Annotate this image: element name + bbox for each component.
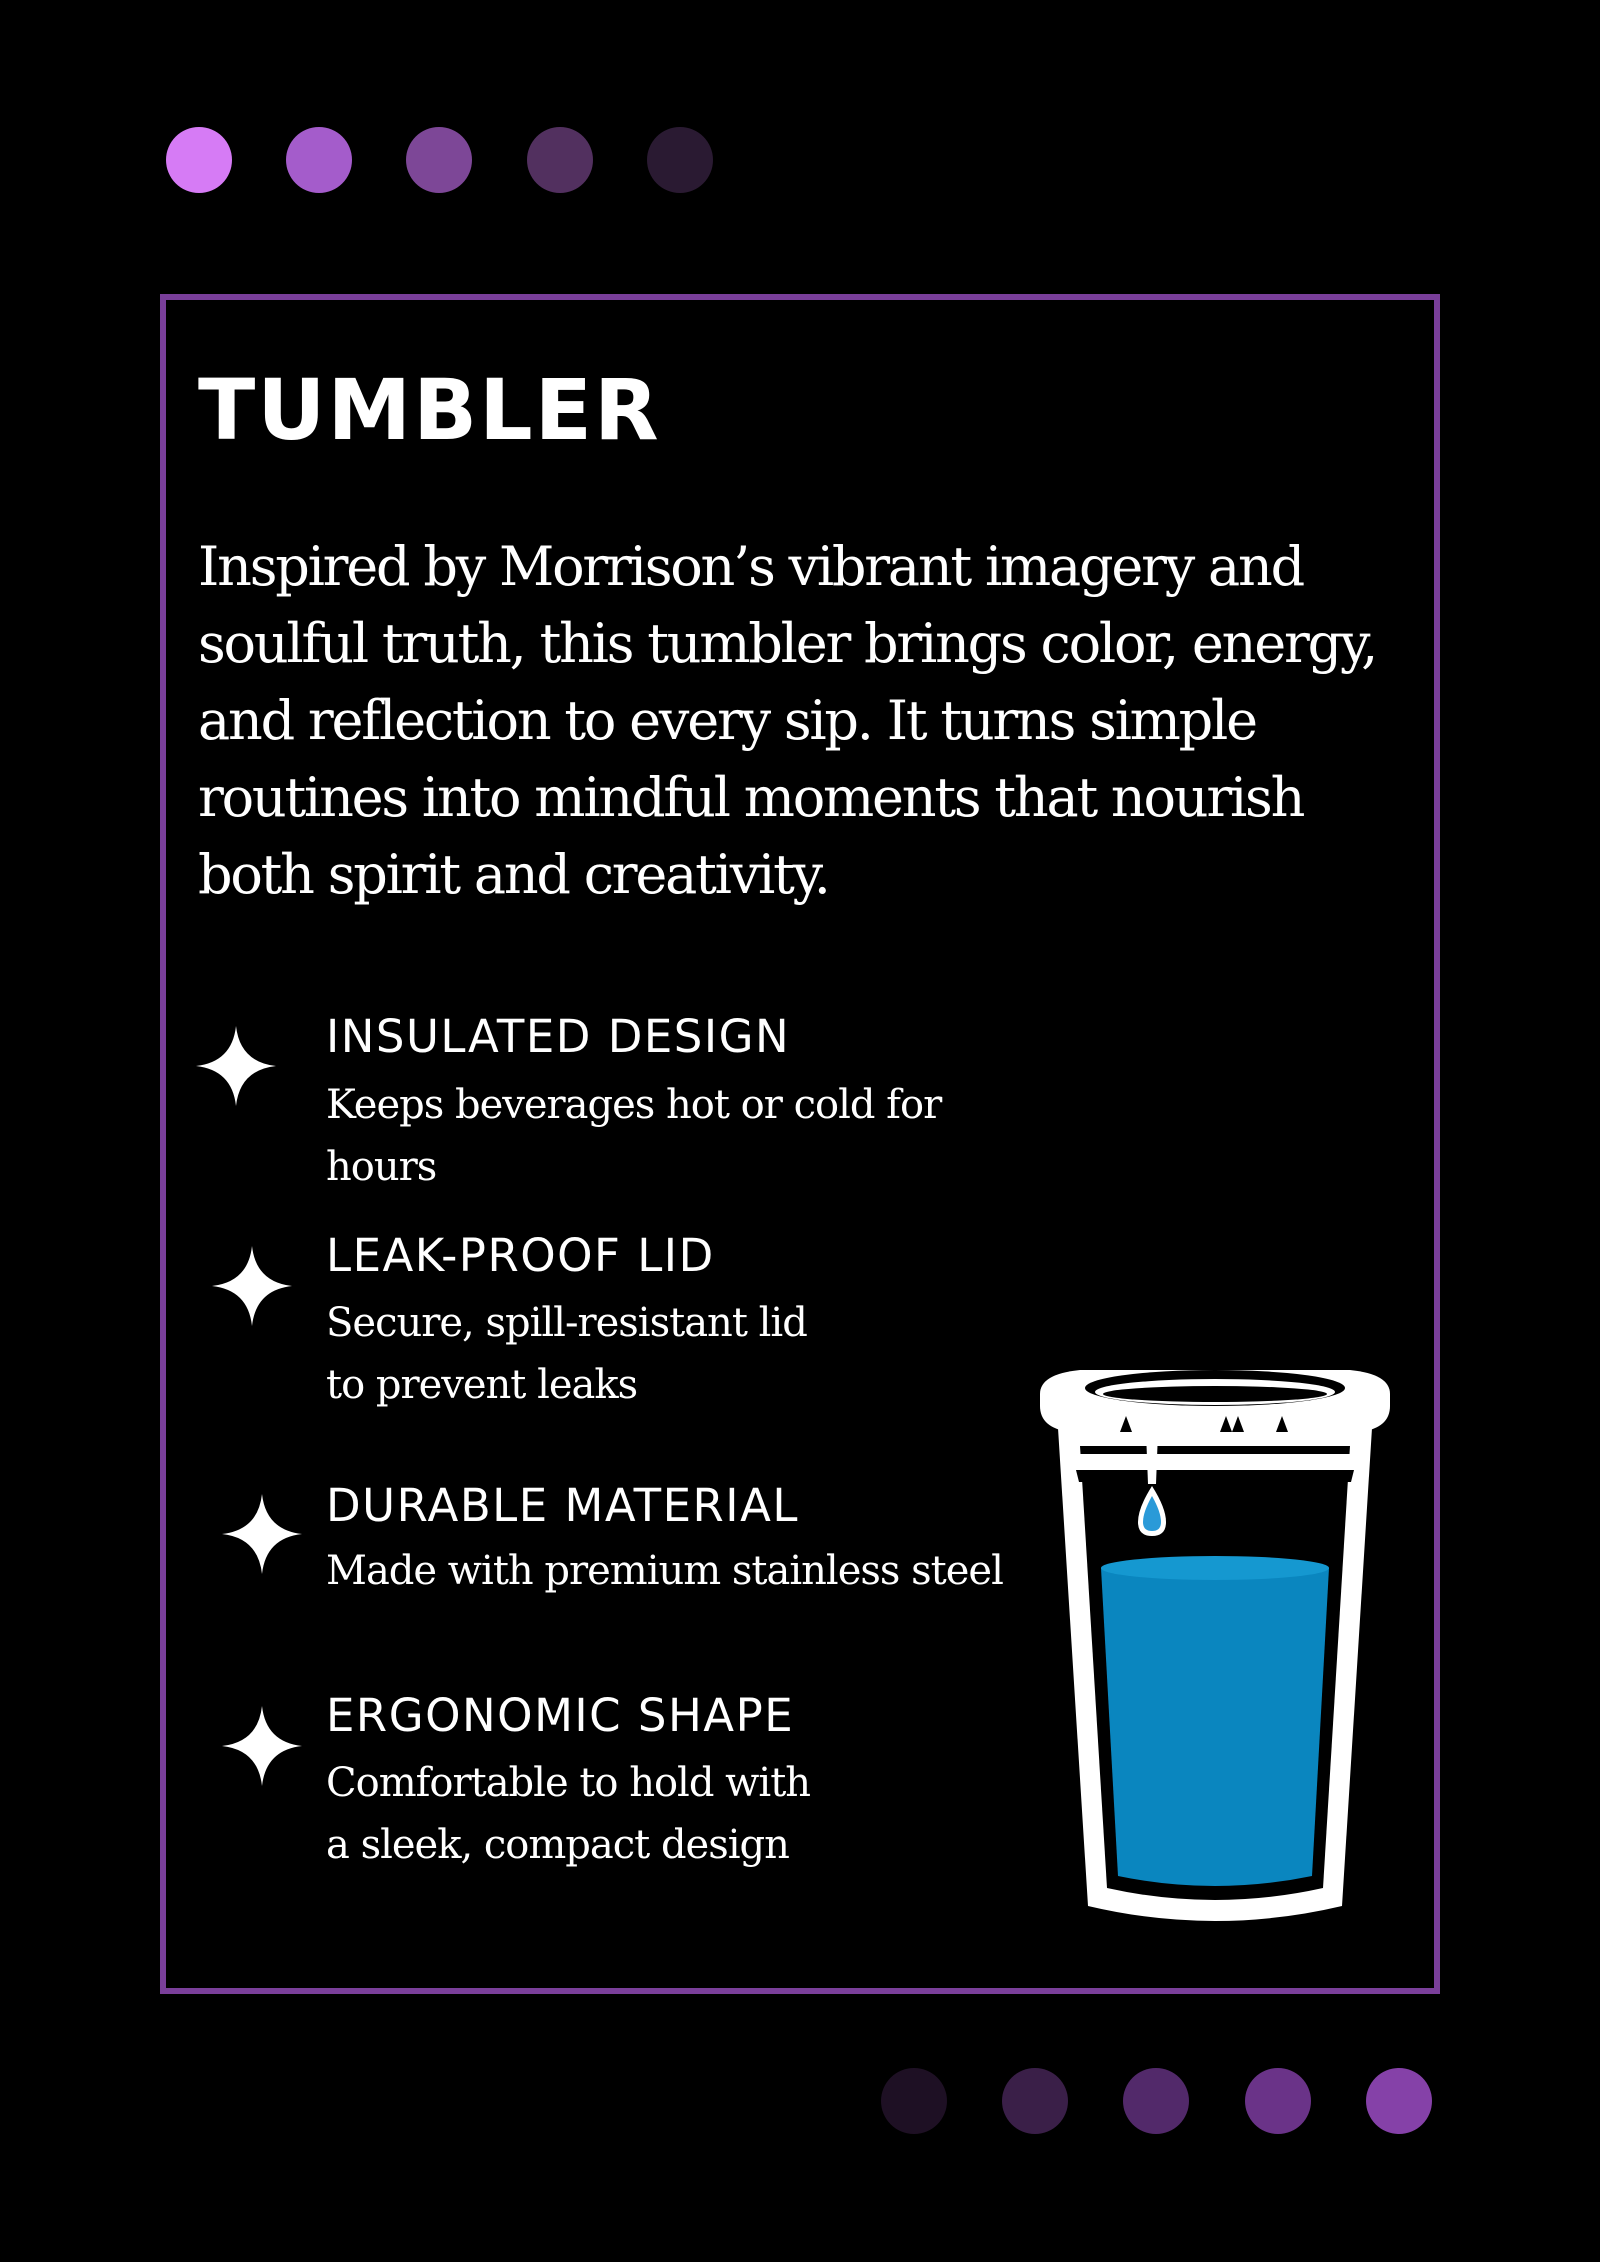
top-dot-3 bbox=[406, 127, 472, 193]
top-dot-2 bbox=[286, 127, 352, 193]
product-description: Inspired by Morrison’s vibrant imagery and soulful truth, this tumbler brings color, energy, and reflection to every sip. It turns simple routines into mindful moments that nourish both spirit and creativity. bbox=[198, 535, 1377, 906]
feature-description-line: Made with premium stainless steel bbox=[326, 1548, 1003, 1594]
top-dot-4 bbox=[527, 127, 593, 193]
top-dot-5 bbox=[647, 127, 713, 193]
feature-title: ERGONOMIC SHAPE bbox=[326, 1689, 795, 1742]
feature-title: DURABLE MATERIAL bbox=[326, 1479, 799, 1532]
feature-description-line: Comfortable to hold with bbox=[326, 1760, 811, 1806]
bottom-dot-1 bbox=[881, 2068, 947, 2134]
tumbler-icon bbox=[1040, 1336, 1390, 1936]
feature-title: INSULATED DESIGN bbox=[326, 1010, 791, 1063]
feature-description-line: a sleek, compact design bbox=[326, 1822, 789, 1868]
feature-description-line: Secure, spill-resistant lid bbox=[326, 1300, 807, 1346]
feature-description bbox=[326, 1540, 1046, 1602]
bottom-dot-3 bbox=[1123, 2068, 1189, 2134]
feature-description bbox=[326, 1074, 1046, 1198]
top-dot-1 bbox=[166, 127, 232, 193]
feature-title: LEAK-PROOF LID bbox=[326, 1229, 715, 1282]
page-title: TUMBLER bbox=[198, 361, 661, 459]
feature-description bbox=[326, 1292, 1046, 1416]
feature-description-line: Keeps beverages hot or cold for hours bbox=[326, 1082, 942, 1190]
bottom-dot-2 bbox=[1002, 2068, 1068, 2134]
feature-description-line: to prevent leaks bbox=[326, 1362, 638, 1408]
sparkle-icon bbox=[222, 1494, 302, 1574]
sparkle-icon bbox=[196, 1026, 276, 1106]
bottom-dot-4 bbox=[1245, 2068, 1311, 2134]
sparkle-icon bbox=[222, 1706, 302, 1786]
bottom-dot-5 bbox=[1366, 2068, 1432, 2134]
feature-description bbox=[326, 1752, 1046, 1876]
sparkle-icon bbox=[212, 1246, 292, 1326]
